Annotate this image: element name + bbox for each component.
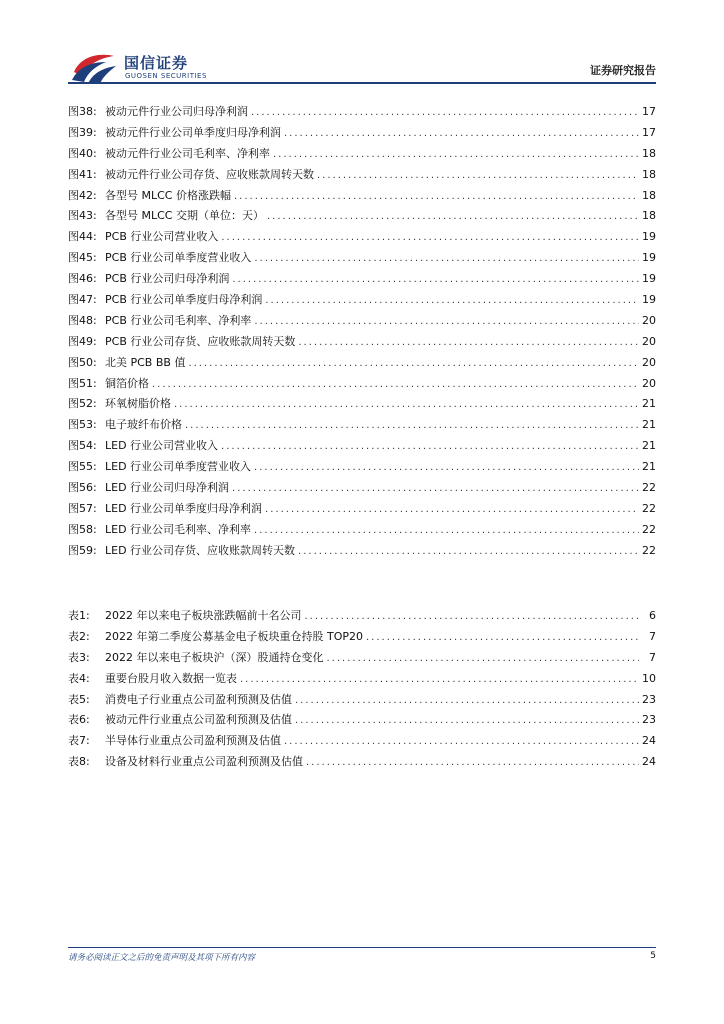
figure-index-entry-label: 图51: (68, 376, 97, 390)
figure-index-entry-page: 21 (642, 418, 656, 432)
figure-index-entry-page: 20 (642, 376, 656, 390)
figure-index-entry-title: 各型号 MLCC 价格涨跌幅 (105, 188, 231, 202)
table-index-entry-page: 10 (642, 671, 656, 685)
footer-disclaimer: 请务必阅读正文之后的免责声明及其项下所有内容 (68, 953, 256, 963)
figure-index-entry-page: 22 (642, 543, 656, 557)
table-index-entry-page: 24 (642, 734, 656, 748)
table-index-entry-title: 设备及材料行业重点公司盈利预测及估值 (105, 755, 303, 769)
table-index-entry[interactable] (68, 731, 656, 752)
figure-index-entry-leader-dots (254, 312, 639, 333)
figure-index-entry-label: 图59: (68, 543, 97, 557)
guosen-logo-icon (70, 50, 118, 86)
table-index-entry-label: 表1: (68, 609, 90, 622)
figure-index-entry-title: LED 行业公司单季度营业收入 (105, 460, 252, 474)
table-index-entry-page: 24 (642, 755, 656, 769)
figure-index-entry-title: 环氧树脂价格 (105, 397, 171, 411)
figure-index-entry[interactable] (68, 206, 656, 227)
figure-index-entry-label: 图58: (68, 522, 97, 536)
table-index-entry-label: 表2: (68, 629, 90, 643)
figure-index-entry-leader-dots (221, 437, 639, 458)
table-index-entry-label: 表7: (68, 734, 90, 748)
table-index-entry[interactable] (68, 710, 656, 731)
figure-index-entry[interactable] (68, 311, 656, 332)
figure-index-entry-label: 图54: (68, 439, 97, 453)
figure-index-entry-page: 18 (642, 167, 656, 181)
figure-index-entry-leader-dots (254, 458, 639, 479)
page-header (0, 0, 724, 90)
table-index-entry-page: 6 (649, 609, 656, 622)
table-index-entry-leader-dots (295, 691, 639, 712)
figure-index-entry[interactable] (68, 144, 656, 165)
figure-index-entry-leader-dots (174, 395, 639, 416)
figure-index-entry-label: 图53: (68, 418, 97, 432)
figure-index-entry-label: 图48: (68, 313, 97, 327)
figure-index-entry-page: 17 (642, 105, 656, 118)
figure-index-entry-leader-dots (298, 333, 639, 354)
table-index-entry[interactable] (68, 669, 656, 690)
figure-index-entry-title: 电子玻纤布价格 (105, 418, 182, 432)
figure-index-entry-title: 被动元件行业公司单季度归母净利润 (105, 125, 281, 139)
figure-index-entry-page: 22 (642, 522, 656, 536)
figure-index-entry-label: 图45: (68, 251, 97, 265)
figure-index-entry[interactable] (68, 541, 656, 562)
table-index-entry-title: 2022 年以来电子板块沪（深）股通持仓变化 (105, 650, 324, 664)
footer-divider (68, 947, 656, 948)
figure-index-entry-title: LED 行业公司单季度归母净利润 (105, 501, 263, 515)
figure-index-entry-page: 20 (642, 334, 656, 348)
logo-chinese-name: 国信证券 (124, 54, 189, 72)
figure-index-entry[interactable] (68, 165, 656, 186)
figure-index-entry-label: 图40: (68, 146, 97, 160)
table-index-entry-leader-dots (306, 753, 639, 774)
figure-index-entry-leader-dots (188, 354, 639, 375)
figure-index-entry-page: 20 (642, 313, 656, 327)
figure-index-entry[interactable] (68, 394, 656, 415)
figure-index-entry-page: 21 (642, 439, 656, 453)
figure-index-entry-leader-dots (284, 124, 639, 145)
figure-index-entry-label: 图52: (68, 397, 97, 411)
figure-index-entry[interactable] (68, 269, 656, 290)
figure-index-entry-page: 19 (642, 251, 656, 265)
table-index-entry-title: 半导体行业重点公司盈利预测及估值 (105, 734, 281, 748)
figure-index-entry-page: 22 (642, 481, 656, 495)
figure-index-entry-title: LED 行业公司存货、应收账款周转天数 (105, 543, 296, 557)
figure-index-entry-label: 图44: (68, 230, 97, 244)
figure-index-entry-leader-dots (298, 542, 639, 563)
table-index-entry-label: 表5: (68, 692, 90, 706)
figure-index-entry-title: PCB 行业公司存货、应收账款周转天数 (105, 334, 296, 348)
figure-index-entry-title: 北美 PCB BB 值 (105, 355, 186, 369)
figure-index-entry-title: PCB 行业公司营业收入 (105, 230, 219, 244)
figure-index-entry-leader-dots (221, 228, 639, 249)
figure-index-entry-leader-dots (254, 521, 639, 542)
figure-index-entry-page: 18 (642, 146, 656, 160)
figure-index-entry-title: 被动元件行业公司毛利率、净利率 (105, 146, 270, 160)
figure-index-entry[interactable] (68, 123, 656, 144)
figure-index-entry-label: 图46: (68, 272, 97, 286)
figure-index-entry-label: 图47: (68, 293, 97, 307)
figure-index-entry-label: 图49: (68, 334, 97, 348)
table-index-entry-title: 消费电子行业重点公司盈利预测及估值 (105, 692, 292, 706)
figure-index-entry-title: PCB 行业公司归母净利润 (105, 272, 230, 286)
figure-index-entry-title: 铜箔价格 (105, 376, 149, 390)
table-index-entry-leader-dots (295, 711, 639, 732)
table-index-entry[interactable] (68, 627, 656, 648)
figure-index-entry-label: 图50: (68, 355, 97, 369)
company-logo (70, 50, 220, 86)
table-index-entry-page: 7 (649, 650, 656, 664)
table-index-entry[interactable] (68, 648, 656, 669)
figure-index-entry[interactable] (68, 186, 656, 207)
table-index-entry-title: 被动元件行业重点公司盈利预测及估值 (105, 713, 292, 727)
table-index-entry[interactable] (68, 606, 656, 627)
figure-index-entry-page: 21 (642, 460, 656, 474)
figure-index-entry-label: 图57: (68, 501, 97, 515)
figure-index-entry[interactable] (68, 436, 656, 457)
figure-index-entry-page: 18 (642, 188, 656, 202)
figure-index-entry[interactable] (68, 332, 656, 353)
figure-index-entry-leader-dots (234, 187, 639, 208)
page-number: 5 (650, 951, 656, 961)
figure-index-entry-page: 19 (642, 272, 656, 286)
figure-index-list (68, 102, 656, 562)
table-index-entry[interactable] (68, 690, 656, 711)
table-index-entry-label: 表3: (68, 650, 90, 664)
figure-index-entry-page: 19 (642, 230, 656, 244)
table-index-entry-label: 表8: (68, 755, 90, 769)
table-index-entry-page: 7 (649, 629, 656, 643)
figure-index-entry-label: 图56: (68, 481, 97, 495)
figure-index-entry[interactable] (68, 227, 656, 248)
header-divider (68, 82, 656, 84)
table-index-entry-leader-dots (366, 628, 639, 649)
figure-index-entry-title: LED 行业公司归母净利润 (105, 481, 230, 495)
figure-index-entry-page: 20 (642, 355, 656, 369)
figure-index-entry[interactable] (68, 102, 656, 123)
figure-index-entry-title: 被动元件行业公司存货、应收账款周转天数 (105, 167, 314, 181)
figure-index-entry-page: 22 (642, 501, 656, 515)
figure-index-entry-leader-dots (267, 207, 639, 228)
table-index-entry-title: 2022 年以来电子板块涨跌幅前十名公司 (105, 609, 302, 622)
figure-index-entry-title: PCB 行业公司单季度营业收入 (105, 251, 252, 265)
figure-index-entry-page: 19 (642, 293, 656, 307)
figure-index-entry[interactable] (68, 499, 656, 520)
figure-index-entry-leader-dots (317, 166, 639, 187)
figure-index-entry-title: 各型号 MLCC 交期（单位：天） (105, 209, 264, 223)
figure-index-entry-label: 图43: (68, 209, 97, 223)
figure-index-entry-leader-dots (265, 500, 639, 521)
figure-index-entry-title: LED 行业公司毛利率、净利率 (105, 522, 252, 536)
table-index-entry-page: 23 (642, 692, 656, 706)
table-index-entry-label: 表6: (68, 713, 90, 727)
figure-index-entry-label: 图41: (68, 167, 97, 181)
figure-index-entry-leader-dots (185, 416, 639, 437)
figure-index-entry[interactable] (68, 248, 656, 269)
figure-index-entry-label: 图42: (68, 188, 97, 202)
figure-index-entry-label: 图55: (68, 460, 97, 474)
figure-index-entry[interactable] (68, 353, 656, 374)
table-index-entry-page: 23 (642, 713, 656, 727)
figure-index-entry-leader-dots (273, 145, 639, 166)
logo-english-name: GUOSEN SECURITIES (125, 72, 207, 80)
figure-index-entry-title: PCB 行业公司毛利率、净利率 (105, 313, 252, 327)
table-index-entry[interactable] (68, 752, 656, 773)
figure-index-entry-leader-dots (152, 375, 639, 396)
table-index-entry-leader-dots (284, 732, 639, 753)
figure-index-entry[interactable] (68, 415, 656, 436)
figure-index-entry-leader-dots (232, 479, 639, 500)
figure-index-entry-label: 图38: (68, 105, 97, 118)
table-index-list (68, 606, 656, 773)
table-index-entry-title: 重要台股月收入数据一览表 (105, 671, 237, 685)
figure-index-entry-leader-dots (254, 249, 639, 270)
table-index-entry-label: 表4: (68, 671, 90, 685)
figure-index-entry-title: LED 行业公司营业收入 (105, 439, 219, 453)
figure-index-entry[interactable] (68, 374, 656, 395)
figure-index-entry-page: 21 (642, 397, 656, 411)
figure-index-entry[interactable] (68, 520, 656, 541)
table-index-entry-leader-dots (240, 670, 639, 691)
figure-index-entry-leader-dots (232, 270, 639, 291)
report-type-label: 证券研究报告 (590, 64, 656, 77)
table-index-entry-leader-dots (305, 607, 640, 628)
table-index-entry-leader-dots (327, 649, 640, 670)
table-index-entry-title: 2022 年第二季度公募基金电子板块重仓持股 TOP20 (105, 629, 363, 643)
figure-index-entry-title: 被动元件行业公司归母净利润 (105, 105, 248, 118)
figure-index-entry[interactable] (68, 457, 656, 478)
figure-index-entry-leader-dots (265, 291, 639, 312)
figure-index-entry[interactable] (68, 290, 656, 311)
figure-index-entry-label: 图39: (68, 125, 97, 139)
figure-index-entry-page: 18 (642, 209, 656, 223)
figure-index-entry[interactable] (68, 478, 656, 499)
figure-index-entry-page: 17 (642, 125, 656, 139)
figure-index-entry-leader-dots (251, 103, 639, 124)
figure-index-entry-title: PCB 行业公司单季度归母净利润 (105, 293, 263, 307)
